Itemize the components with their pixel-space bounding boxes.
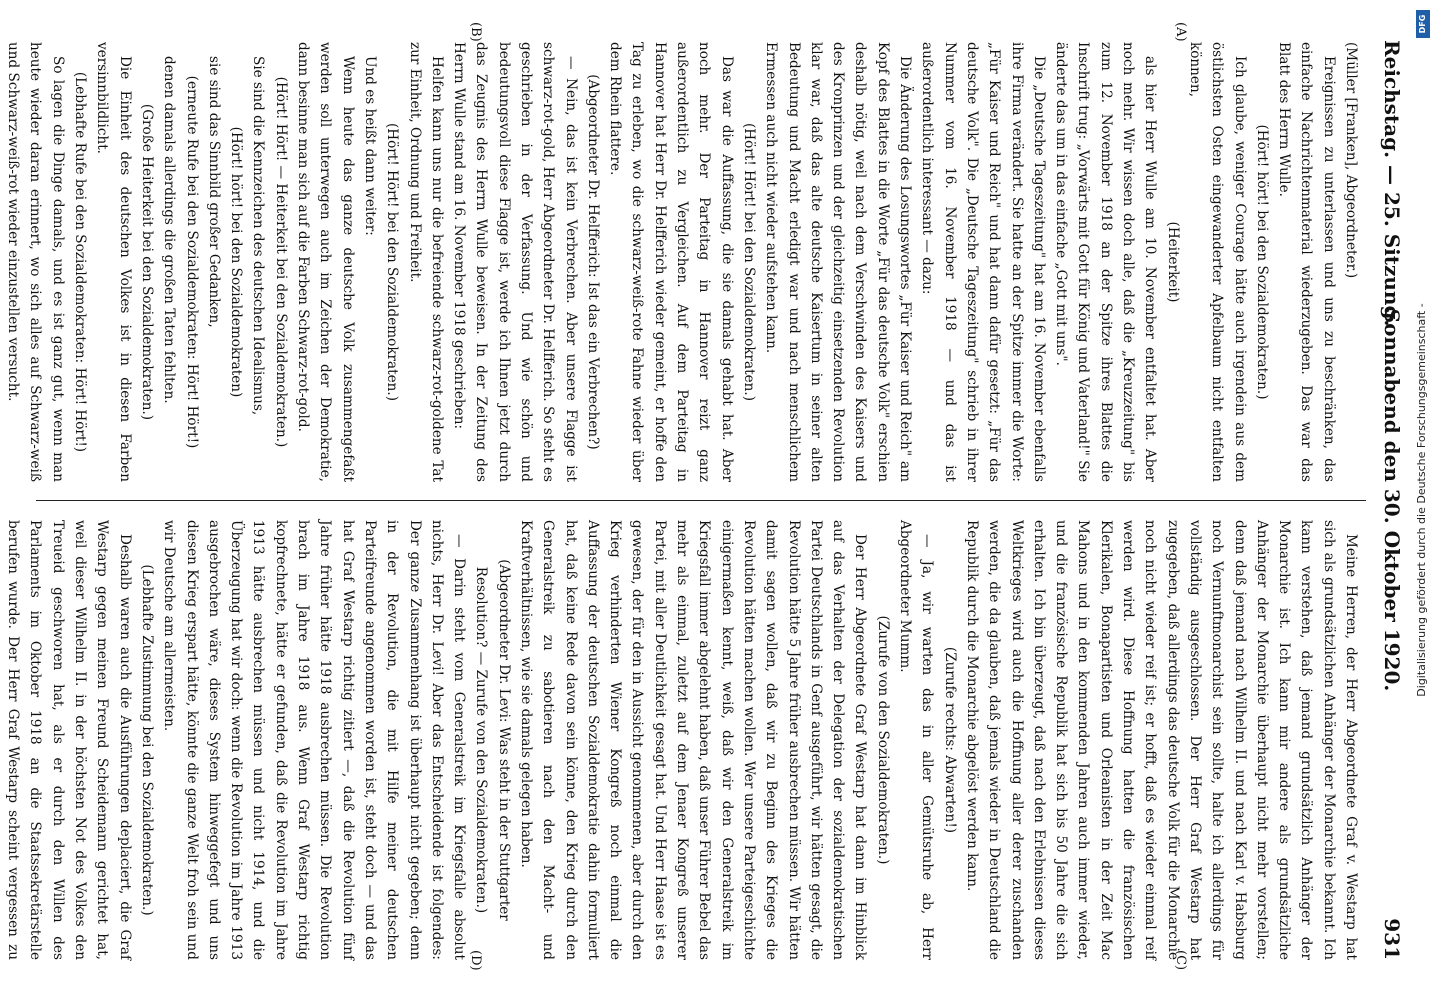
left-column-paragraph: (Hört! hört! bei den Sozialdemokraten.) xyxy=(1253,124,1270,400)
left-column-paragraph: Helfen kann uns nur die befreiende schwarz-rot-goldene Tat zur Einheit, Ordnung und Freiheit. xyxy=(406,42,445,482)
left-column-paragraph: (Große Heiterkeit bei den Sozialdemokraten.) xyxy=(138,103,155,421)
left-column-paragraph: sie sind das Sinnbild großer Gedanken, xyxy=(205,56,222,328)
left-column-paragraph: Ereignissen zu unterlassen und uns zu beschränken, das einfache Nachrichtenmaterial wiederzugeben. Das war das Blatt des Herrn Wulle. xyxy=(1276,42,1337,482)
margin-marker-d: (D) xyxy=(468,950,483,971)
right-column-paragraph: (Zurufe von den Sozialdemokraten.) xyxy=(874,615,891,865)
right-column-paragraph: (Zurufe rechts: Abwarten!) xyxy=(941,646,958,834)
dfg-logo: DFG xyxy=(1416,10,1430,38)
header-left: Reichstag. — 25. Sitzung. xyxy=(1380,40,1404,327)
left-column-paragraph: Ich glaube, weniger Courage hätte auch irgendein aus dem östlichsten Osten eingewanderter Apfelbaum nicht entfalten können, xyxy=(1186,42,1248,482)
left-column-paragraph: (Müller [Franken], Abgeordneter.) xyxy=(1343,42,1359,279)
margin-marker-c: (C) xyxy=(1173,950,1188,971)
right-column-paragraph: Deshalb waren auch die Ausführungen deplaciert, die Graf Westarp gegen meinen Freund Scheidemann gerichtet hat, weil dieser Wilhelm II. in der höchsten Not des Volkes den Treueid geschworen hat, als er durch den Willen des Parlaments im Oktober 1918 an die Staatssekretärstelle berufen wurde. Der Herr Graf Westarp scheint vergessen zu xyxy=(5,520,133,960)
right-column-paragraph: — Ja, wir warten das in aller Gemütsruhe ab, Herr Abgeordneter Mumm. xyxy=(897,520,936,960)
left-column-paragraph: So lagen die Dinge damals, und es ist ganz gut, wenn man heute wieder daran erinnert, wo sich alles auf Schwarz-weiß und Schwarz-weiß-rot wieder einzustellen versucht. xyxy=(5,42,66,482)
right-column-paragraph: — Darin steht vom Generalstreik im Kriegsfalle absolut nichts, Herr Dr. Levi! Aber das Entscheidende ist folgendes: Der ganze Zusammenhang ist überhaupt nicht gegeben; denn in der Revolution, die mit Hilfe meiner deutschen Parteifreunde angenommen worden ist, steht doch — und das hat Graf Westarp richtig zitiert —, daß die Revolution fünf Jahre früher hätte 1918 ausbrechen müssen. Die Revolution brach im Jahre 1918 aus. Wenn Graf Westarp richtig kopfrechnete, hätte er gefunden, daß die Revolution im Jahre 1913 hätte ausbrechen müssen und nicht 1914, und die Überzeugung hat wir doch: wenn die Revolution im Jahre 1913 ausgebrochen wäre, dieses System hinweggefegt und uns diesen Krieg erspart hätte, könnte die ganze Welt froh sein und wir Deutsche am allermeisten. xyxy=(161,520,468,960)
left-column-paragraph: — Nein, das ist kein Verbrechen. Aber unsere Flagge ist schwarz-rot-gold, Herr Abgeordneter Dr. Helfferich. So steht es geschrieben in der Verfassung. Und wie schön und bedeutungsvoll diese Flagge ist, werde ich Ihnen jetzt durch das Zeugnis des Herrn Wulle beweisen. In der Zeitung des Herrn Wulle stand am 16. November 1918 geschrieben: xyxy=(451,42,579,482)
left-column-paragraph: (Hört! hört! bei den Sozialdemokraten) xyxy=(228,126,245,398)
right-column-paragraph: Der Herr Abgeordnete Graf Westarp hat dann im Hinblick auf das Verhalten der Delegation der sozialdemokratischen Partei Deutschlands in Genf ausgeführt, wir hätten gesagt, die Revolution hätte 5 Jahre früher ausbrechen müssen. Wir hätten damit sagen wollen, daß wir zu Beginn des Krieges die Revolution hätten machen wollen. Wer unsere Parteigeschichte einigermaßen kennt, weiß, daß wir den Generalstreik im Kriegsfall immer abgelehnt haben, daß unser Führer Bebel das mehr als einmal, zuletzt auf dem Jenaer Kongreß unserer Partei, mit aller Deutlichkeit gesagt hat. Und Herr Haase ist es gewesen, der für den in Aussicht genommenen, aber durch den Krieg verhinderten Wiener Kongreß noch einmal die Auffassung der deutschen Sozialdemokratie dahin formuliert hat, daß keine Rede davon sein könne, den Krieg durch den Generalstreik zu sabotieren nach den Macht- und Kraftverhältnissen, wie sie damals gelegen haben. xyxy=(518,520,869,960)
right-column-paragraph: (Abgeordneter Dr. Levi: Was steht in der Stuttgarter Resolution? — Zurufe von den Sozialdemokraten.) xyxy=(473,559,512,921)
page-header xyxy=(1374,40,1404,960)
digitization-credit xyxy=(1414,8,1430,992)
left-column-paragraph: Die Einheit des deutschen Volkes ist in diesen Farben versinnbildlicht. xyxy=(94,42,133,482)
left-column-paragraph: Und es heißt dann weiter: xyxy=(361,56,378,236)
left-column-paragraph: (erneute Rufe bei den Sozialdemokraten: Hört! Hört!) xyxy=(183,75,200,449)
left-column-paragraph: (Hört! Hört! bei den Sozialdemokraten.) xyxy=(384,122,401,402)
margin-marker-a: (A) xyxy=(1173,22,1188,42)
left-column-paragraph: Die „Deutsche Tageszeitung" hat am 16. November ebenfalls ihre Firma verändert. Sie hatte an der Spitze immer die Worte: „Für Kaiser und Reich" und hat dann dafür gesetzt: „Für das deutsche Volk". Die „Deutsche Tageszeitung" schrieb in ihrer Nummer vom 16. November 1918 — und das ist außerordentlich interessant — dazu: xyxy=(919,42,1047,482)
header-date: Sonnabend den 30. Oktober 1920. xyxy=(1380,308,1404,692)
page-number: 931 xyxy=(1380,918,1404,960)
left-column-paragraph: (Hört! Hört! bei den Sozialdemokraten.) xyxy=(740,122,757,402)
left-column-paragraph: (Hört! Hört! — Heiterkeit bei den Sozialdemokraten.) xyxy=(272,76,289,448)
left-column-paragraph: denen damals allerdings die großen Taten fehlten. xyxy=(161,56,178,404)
left-column-paragraph: (Abgeordneter Dr. Helfferich: Ist das ein Verbrechen?) xyxy=(584,74,601,450)
left-column-paragraph: (Lebhafte Rufe bei den Sozialdemokraten: Hört! Hört!) xyxy=(72,71,89,453)
right-column xyxy=(5,520,1362,960)
credit-text: Digitalisierung gefördert durch die Deutsche Forschungsgemeinschaft - xyxy=(1415,303,1428,697)
left-column-paragraph: Das war die Auffassung, die sie damals gehabt hat. Aber noch mehr. Der Parteitag in Hannover reizt ganz außerordentlich zu Vergleichen. Auf dem Parteitag in Hannover hat Herr Dr. Helfferich wieder gemeint, er hoffe den Tag zu erleben, wo die schwarz-weiß-rote Fahne wieder über dem Rhein flattere. xyxy=(607,42,735,482)
left-column-paragraph: (Heiterkeit) xyxy=(1164,221,1181,303)
left-column-paragraph: als hier Herr Wulle am 10. November entfaltet hat. Aber noch mehr. Wir wissen doch alle, daß die „Kreuzzeitung" bis zum 12. November 1918 an der Spitze ihres Blattes die Inschrift trug: „Vorwärts mit Gott für König und Vaterland!" Sie änderte das um in das einfache „Gott mit uns". xyxy=(1053,42,1159,482)
right-column-paragraph: (Lebhafte Zustimmung bei den Sozialdemokraten.) xyxy=(138,564,155,916)
margin-marker-b: (B) xyxy=(468,22,483,42)
left-column xyxy=(5,42,1362,482)
left-column-paragraph: Die Änderung des Losungswortes „Für Kaiser und Reich" am Kopf des Blattes in die Worte „Für das deutsche Volk" erschien deshalb nötig, weil nach dem Verschwinden des Kaisers und des Kronprinzen und der gleichzeitig einsetzenden Revolution klar war, daß das alte deutsche Kaisertum in seiner alten Bedeutung und Macht erledigt war und nach menschlichem Ermessen auch nicht wieder aufstehen kann. xyxy=(763,42,914,482)
left-column-paragraph: Wenn heute das ganze deutsche Volk zusammengefaßt werden soll unterwegen auch im Zeichen der Demokratie, dann besinne man sich auf die Farben Schwarz-rot-gold. xyxy=(295,42,356,482)
rotated-document-page xyxy=(5,20,1418,980)
column-divider xyxy=(36,500,1366,501)
right-column-paragraph: Meine Herren, der Herr Abgeordnete Graf v. Westarp hat sich als grundsätzlichen Anhänger der Monarchie bekannt. Ich kann verstehen, daß jemand grundsätzlich Anhänger der Monarchie ist. Ich kann mir andere als grundsätzliche Anhänger der Monarchie überhaupt nicht mehr vorstellen; denn daß jemand nach Wilhelm II. und nach Karl v. Habsburg noch Vernunftmonarchist sein sollte, halte ich allerdings für vollständig ausgeschlossen. Der Herr Graf Westarp hat zugegeben, daß allerdings das deutsche Volk für die Monarchie noch nicht wieder reif ist; er hofft, daß es wieder einmal reif werden wird. Diese Hoffnung hatten die französischen Klerikalen, Bonapartisten und Orleanisten in der Zeit Mac Mahons und in den kommenden Jahren auch immer wieder, und die französische Republik hat sich bis 50 Jahre die sich erhalten. Ich bin überzeugt, daß nach den Erlebnissen dieses Weltkrieges wird auch die Hoffnung aller derer zuschanden werden, die da glauben, daß jemals wieder in Deutschland die Republik durch die Monarchie abgelöst werden kann. xyxy=(963,520,1359,960)
left-column-paragraph: Sie sind die Kennzeichen des deutschen Idealismus, xyxy=(250,56,267,416)
